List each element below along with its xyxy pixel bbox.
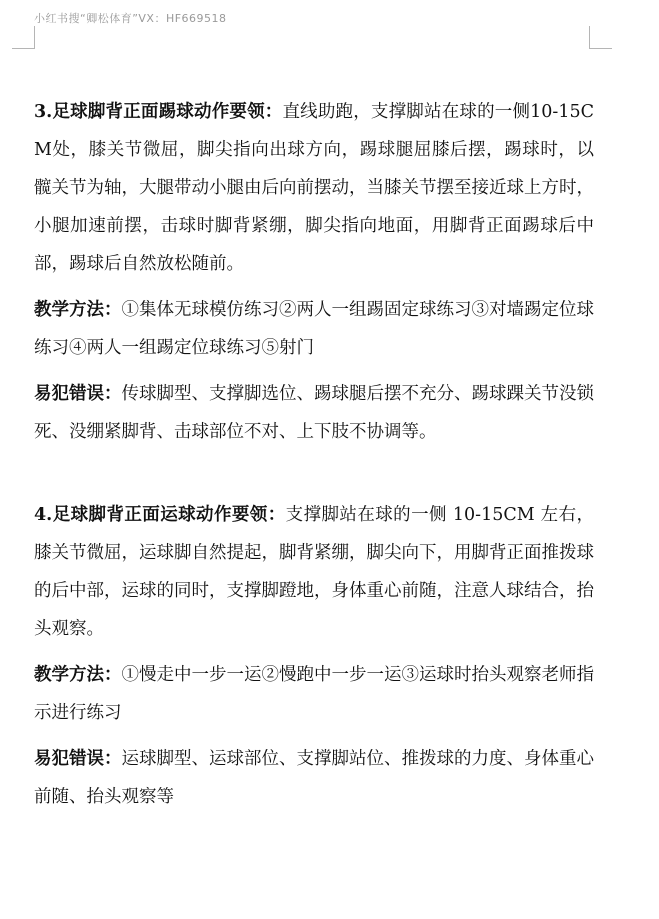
section-4-body: 支撑脚站在球的一侧 10-15CM 左右，膝关节微屈，运球脚自然提起，脚背紧绷，脚尖向下，用脚背正面推拨球的后中部，运球的同时，支撑脚蹬地，身体重心前随，注意人球结合，抬头观察。	[34, 505, 594, 639]
section-4-essentials	[34, 496, 594, 648]
section-3-errors-text: 传球脚型、支撑脚选位、踢球腿后摆不充分、踢球踝关节没锁死、没绷紧脚背、击球部位不对、上下肢不协调等。	[34, 384, 594, 442]
section-4-method	[34, 656, 594, 732]
crop-mark-top-right	[589, 26, 612, 49]
section-3-method	[34, 291, 594, 367]
section-4-heading: 4.足球脚背正面运球动作要领：	[34, 505, 286, 525]
section-3-heading: 3.足球脚背正面踢球动作要领：	[34, 102, 283, 122]
section-3-body: 直线助跑，支撑脚站在球的一侧10-15CM处，膝关节微屈，脚尖指向出球方向，踢球腿屈膝后摆，踢球时，以髋关节为轴，大腿带动小腿由后向前摆动，当膝关节摆至接近球上方时，小腿加速前摆，击球时脚背紧绷，脚尖指向地面，用脚背正面踢球后中部，踢球后自然放松随前。	[34, 102, 594, 274]
section-4-method-label: 教学方法：	[34, 665, 122, 685]
section-3-essentials	[34, 93, 594, 283]
section-4-errors	[34, 740, 594, 816]
section-gap	[34, 459, 594, 496]
section-4-errors-label: 易犯错误：	[34, 749, 122, 769]
section-3-method-text: ①集体无球模仿练习②两人一组踢固定球练习③对墙踢定位球练习④两人一组踢定位球练习⑤射门	[34, 300, 594, 358]
section-3-method-label: 教学方法：	[34, 300, 122, 320]
crop-mark-top-left	[12, 26, 35, 49]
section-4-method-text: ①慢走中一步一运②慢跑中一步一运③运球时抬头观察老师指示进行练习	[34, 665, 594, 723]
section-3-errors-label: 易犯错误：	[34, 384, 122, 404]
watermark-text: 小红书搜“卿松体育”VX：HF669518	[34, 12, 227, 25]
section-4-errors-text: 运球脚型、运球部位、支撑脚站位、推拨球的力度、身体重心前随、抬头观察等	[34, 749, 594, 807]
document-body	[34, 93, 594, 824]
section-3-errors	[34, 375, 594, 451]
